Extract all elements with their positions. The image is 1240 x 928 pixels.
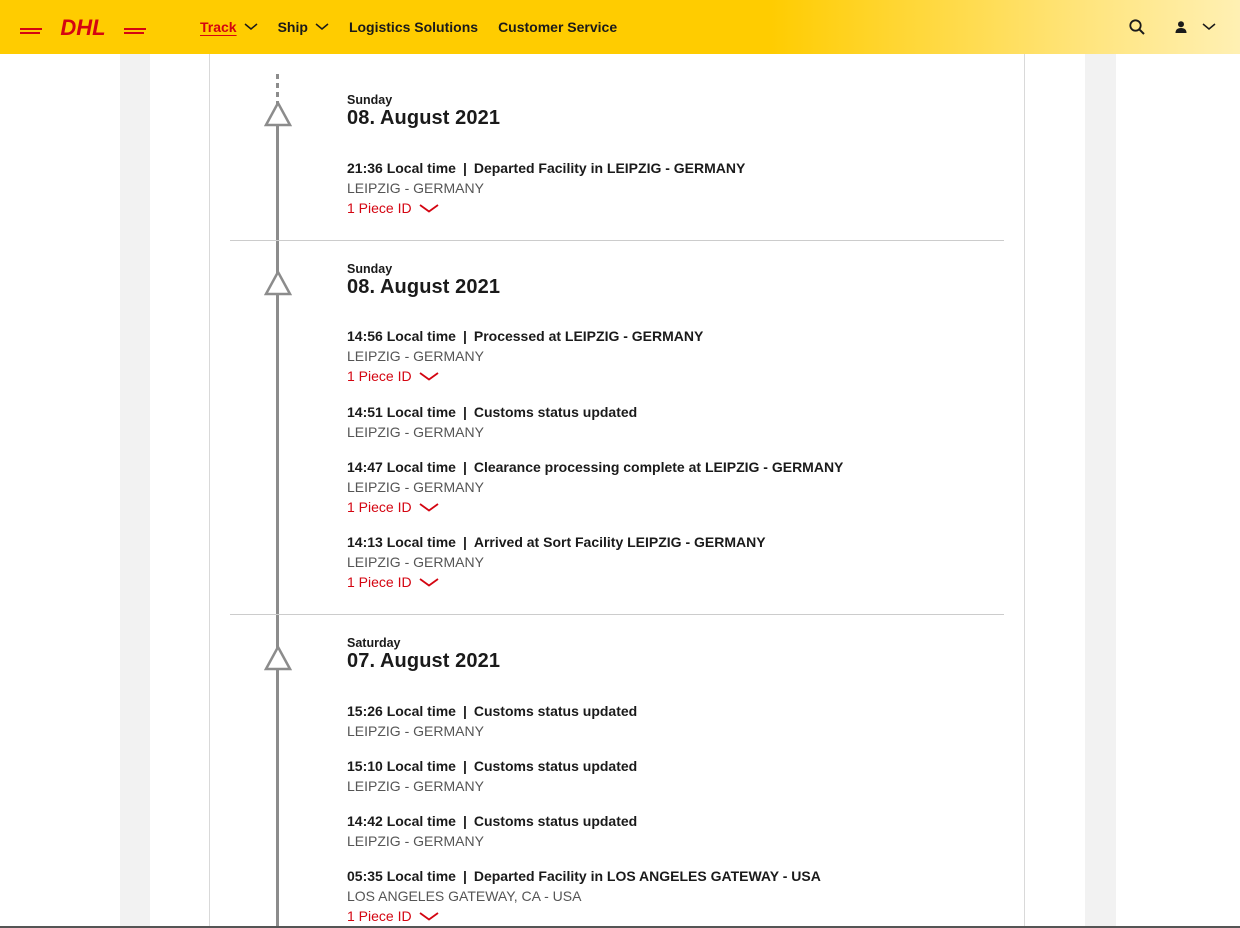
event-location: LEIPZIG - GERMANY [347,348,484,364]
event-time: 21:36 Local time [347,160,456,176]
dhl-logo[interactable] [20,14,146,40]
event-status: Customs status updated [473,813,638,829]
tracking-event [347,402,1007,442]
event-time: 14:56 Local time [347,328,456,344]
site-header [0,0,1240,54]
piece-id-toggle[interactable] [347,198,439,219]
user-icon[interactable] [1174,20,1188,34]
event-separator: | [462,868,467,884]
nav-track-label: Track [200,19,237,35]
event-title [347,326,1007,346]
chevron-down-icon [315,23,329,31]
event-status: Departed Facility in LEIPZIG - GERMANY [473,160,746,176]
tracking-event [347,811,1007,851]
event-location: LEIPZIG - GERMANY [347,180,484,196]
event-time: 15:10 Local time [347,758,456,774]
nav-ship-label: Ship [277,19,308,35]
event-title [347,701,1007,721]
event-location: LEIPZIG - GERMANY [347,833,484,849]
event-separator: | [462,160,467,176]
nav-logistics-solutions-label: Logistics Solutions [348,19,479,35]
panel-border-left [209,54,210,928]
event-location: LEIPZIG - GERMANY [347,723,484,739]
chevron-down-icon [419,503,439,512]
tracking-event [347,457,1007,518]
logo-text: DHL [60,15,106,40]
event-title [347,532,1007,552]
event-time: 14:51 Local time [347,404,456,420]
page-gutter-left [120,54,150,928]
group-day-label: Sunday [347,93,393,107]
event-status: Arrived at Sort Facility LEIPZIG - GERMANY [473,534,766,550]
event-separator: | [462,758,467,774]
tracking-event [347,756,1007,796]
nav-customer-service-label: Customer Service [498,19,618,35]
event-status: Departed Facility in LOS ANGELES GATEWAY - USA [473,868,821,884]
event-status: Customs status updated [473,703,638,719]
piece-id-label: 1 Piece ID [347,908,412,924]
timeline-triangle-icon [264,645,292,671]
group-day-label: Sunday [347,262,393,276]
group-day-label: Saturday [347,636,401,650]
event-separator: | [462,703,467,719]
chevron-down-icon [244,23,258,31]
header-actions [1128,0,1216,54]
event-title [347,457,1007,477]
event-title [347,866,1007,886]
piece-id-toggle[interactable] [347,906,439,927]
piece-id-label: 1 Piece ID [347,574,412,590]
chevron-down-icon[interactable] [1202,23,1216,31]
group-date-heading: 08. August 2021 [347,276,501,298]
timeline-dashed-start [276,74,279,102]
piece-id-label: 1 Piece ID [347,200,412,216]
event-status: Customs status updated [473,758,638,774]
tracking-event [347,866,1007,927]
tracking-event [347,532,1007,593]
event-time: 05:35 Local time [347,868,456,884]
event-location: LEIPZIG - GERMANY [347,554,484,570]
event-time: 14:47 Local time [347,459,456,475]
event-status: Clearance processing complete at LEIPZIG - GERMANY [473,459,844,475]
event-separator: | [462,534,467,550]
timeline-triangle-icon [264,101,292,127]
timeline-triangle-icon [264,270,292,296]
event-status: Processed at LEIPZIG - GERMANY [473,328,704,344]
nav-logistics-solutions[interactable] [349,19,478,35]
chevron-down-icon [419,372,439,381]
group-divider [230,240,1004,241]
event-separator: | [462,813,467,829]
page-gutter-right [1085,54,1116,928]
event-title [347,756,1007,776]
nav-ship[interactable] [278,19,329,35]
event-time: 15:26 Local time [347,703,456,719]
event-separator: | [462,328,467,344]
tracking-event [347,701,1007,741]
event-title [347,158,1007,178]
event-separator: | [462,459,467,475]
event-time: 14:13 Local time [347,534,456,550]
chevron-down-icon [419,912,439,921]
piece-id-toggle[interactable] [347,497,439,518]
main-nav [200,0,637,54]
nav-customer-service[interactable] [498,19,617,35]
group-date-heading: 08. August 2021 [347,107,501,129]
event-location: LEIPZIG - GERMANY [347,424,484,440]
piece-id-label: 1 Piece ID [347,368,412,384]
event-location: LOS ANGELES GATEWAY, CA - USA [347,888,582,904]
nav-track[interactable] [200,19,258,35]
event-time: 14:42 Local time [347,813,456,829]
event-title [347,402,1007,422]
panel-border-right [1024,54,1025,928]
piece-id-toggle[interactable] [347,366,439,387]
event-location: LEIPZIG - GERMANY [347,778,484,794]
event-status: Customs status updated [473,404,638,420]
tracking-event [347,158,1007,219]
piece-id-toggle[interactable] [347,572,439,593]
piece-id-label: 1 Piece ID [347,499,412,515]
tracking-event [347,326,1007,387]
timeline-line [276,102,279,928]
event-location: LEIPZIG - GERMANY [347,479,484,495]
event-separator: | [462,404,467,420]
event-title [347,811,1007,831]
group-divider [230,614,1004,615]
chevron-down-icon [419,204,439,213]
chevron-down-icon [419,578,439,587]
group-date-heading: 07. August 2021 [347,650,501,672]
search-icon[interactable] [1128,18,1146,36]
